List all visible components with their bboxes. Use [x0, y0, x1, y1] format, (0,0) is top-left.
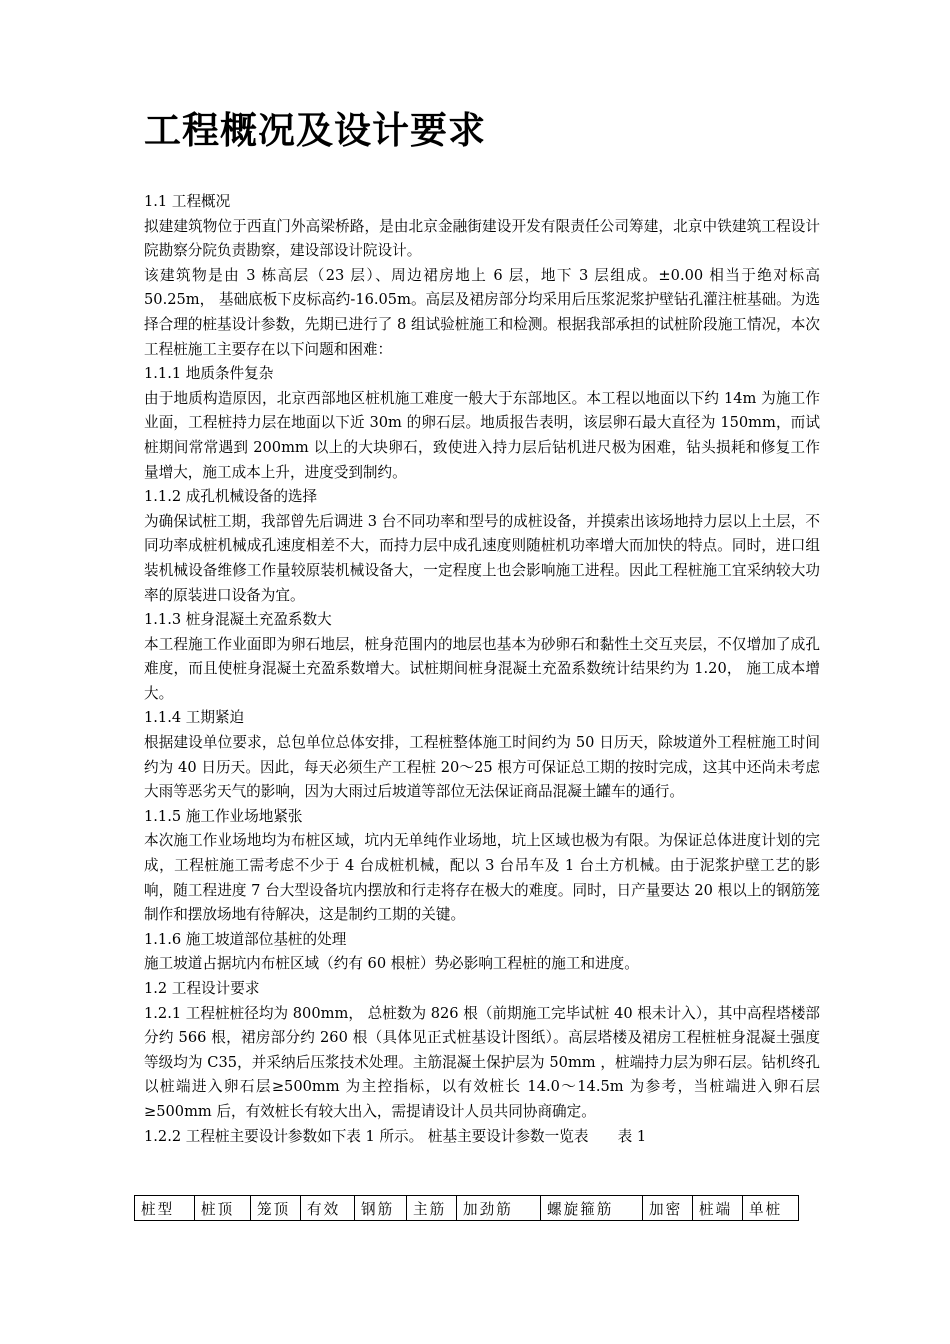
- section-heading: 1.1.1 地质条件复杂: [144, 365, 274, 383]
- table-header-cell: 螺旋箍筋: [541, 1196, 643, 1221]
- table-header-cell: 有效: [301, 1196, 355, 1221]
- paragraph: 本工程施工作业面即为卵石地层，桩身范围内的地层也基本为砂卵石和黏性土交互夹层，不仅增加了成孔难度，而且使桩身混凝土充盈系数增大。试桩期间桩身混凝土充盈系数统计结果约为 1.20， 施工成本增大。: [144, 635, 820, 702]
- table-header-cell: 桩型: [135, 1196, 195, 1221]
- paragraph: 拟建建筑物位于西直门外高梁桥路，是由北京金融街建设开发有限责任公司筹建，北京中铁建筑工程设计院勘察分院负责勘察，建设部设计院设计。: [144, 217, 820, 260]
- paragraph: 1.2.1 工程桩桩径均为 800mm， 总桩数为 826 根（前期施工完毕试桩 40 根未计入），其中高程塔楼部分约 566 根，裙房部分约 260 根（具体见正式桩基设计图纸）。高层塔楼及裙房工程桩桩身混凝土强度等级均为 C35，并采纳后压浆技术处理。主筋混凝土保护层为 50mm ，桩端持力层为卵石层。钻机终孔以桩端进入卵石层≥500mm 为主控指标，以有效桩长 14.0～14.5m 为参考，当桩端进入卵石层≥500mm 后，有效桩长有较大出入，需提请设计人员共同协商确定。: [144, 1004, 820, 1120]
- section-heading: 1.1.4 工期紧迫: [144, 709, 245, 727]
- paragraph: 本次施工作业场地均为布桩区域，坑内无单纯作业场地，坑上区域也极为有限。为保证总体进度计划的完成，工程桩施工需考虑不少于 4 台成桩机械，配以 3 台吊车及 1 台土方机械。由于泥浆护壁工艺的影响，随工程进度 7 台大型设备坑内摆放和行走将存在极大的难度。同时，日产量要达 20 根以上的钢筋笼制作和摆放场地有待解决，这是制约工期的关键。: [144, 832, 820, 924]
- paragraph: 为确保试桩工期，我部曾先后调进 3 台不同功率和型号的成桩设备，并摸索出该场地持力层以上土层，不同功率成桩机械成孔速度相差不大，而持力层中成孔速度则随桩机功率增大而加快的特点。同时，进口组装机械设备维修工作量较原装机械设备大，一定程度上也会影响施工进程。因此工程桩施工宜采纳较大功率的原装进口设备为宜。: [144, 512, 820, 604]
- section-heading: 1.1.6 施工坡道部位基桩的处理: [144, 930, 347, 948]
- section-heading: 1.1 工程概况: [144, 193, 231, 210]
- section-heading: 1.1.2 成孔机械设备的选择: [144, 488, 318, 506]
- table-header-cell: 加密: [643, 1196, 693, 1221]
- design-parameter-table: [134, 1195, 799, 1221]
- table-header-cell: 桩顶: [195, 1196, 251, 1221]
- table-header-row: [135, 1196, 799, 1221]
- table-header-cell: 桩端: [693, 1196, 743, 1221]
- section-heading: 1.2 工程设计要求: [144, 980, 260, 997]
- table-header-cell: 主筋: [407, 1196, 457, 1221]
- table-header-cell: 笼顶: [251, 1196, 301, 1221]
- section-heading: 1.1.3 桩身混凝土充盈系数大: [144, 611, 332, 629]
- document-body: [144, 100, 820, 1149]
- paragraph: 根据建设单位要求，总包单位总体安排，工程桩整体施工时间约为 50 日历天，除坡道外工程桩施工时间约为 40 日历天。因此，每天必须生产工程桩 20～25 根方可保证总工期的按时完成，这其中还尚未考虑大雨等恶劣天气的影响，因为大雨过后坡道等部位无法保证商品混凝土罐车的通行。: [144, 734, 820, 801]
- table-header-cell: 钢筋: [355, 1196, 407, 1221]
- paragraph: 该建筑物是由 3 栋高层（23 层）、周边裙房地上 6 层，地下 3 层组成。±0.00 相当于绝对标高 50.25m， 基础底板下皮标高约-16.05m。高层及裙房部分均采用后压浆泥浆护壁钻孔灌注桩基础。为选择合理的桩基设计参数，先期已进行了 8 组试验桩施工和检测。根据我部承担的试桩阶段施工情况，本次工程桩施工主要存在以下问题和困难：: [144, 266, 820, 358]
- paragraph: 由于地质构造原因，北京西部地区桩机施工难度一般大于东部地区。本工程以地面以下约 14m 为施工作业面，工程桩持力层在地面以下近 30m 的卵石层。地质报告表明，该层卵石最大直径为 150mm，而试桩期间常常遇到 200mm 以上的大块卵石，致使进入持力层后钻机进尺极为困难，钻头损耗和修复工作量增大，施工成本上升，进度受到制约。: [144, 389, 820, 481]
- table-header-cell: 单桩: [743, 1196, 799, 1221]
- paragraph-list: [144, 190, 820, 1149]
- table-caption: 1.2.2 工程桩主要设计参数如下表 1 所示。 桩基主要设计参数一览表 表 1: [144, 1127, 647, 1145]
- section-heading: 1.1.5 施工作业场地紧张: [144, 807, 303, 825]
- table-header-cell: 加劲筋: [457, 1196, 541, 1221]
- paragraph: 施工坡道占据坑内布桩区域（约有 60 根桩）势必影响工程桩的施工和进度。: [144, 955, 639, 973]
- page-title: 工程概况及设计要求: [144, 108, 486, 152]
